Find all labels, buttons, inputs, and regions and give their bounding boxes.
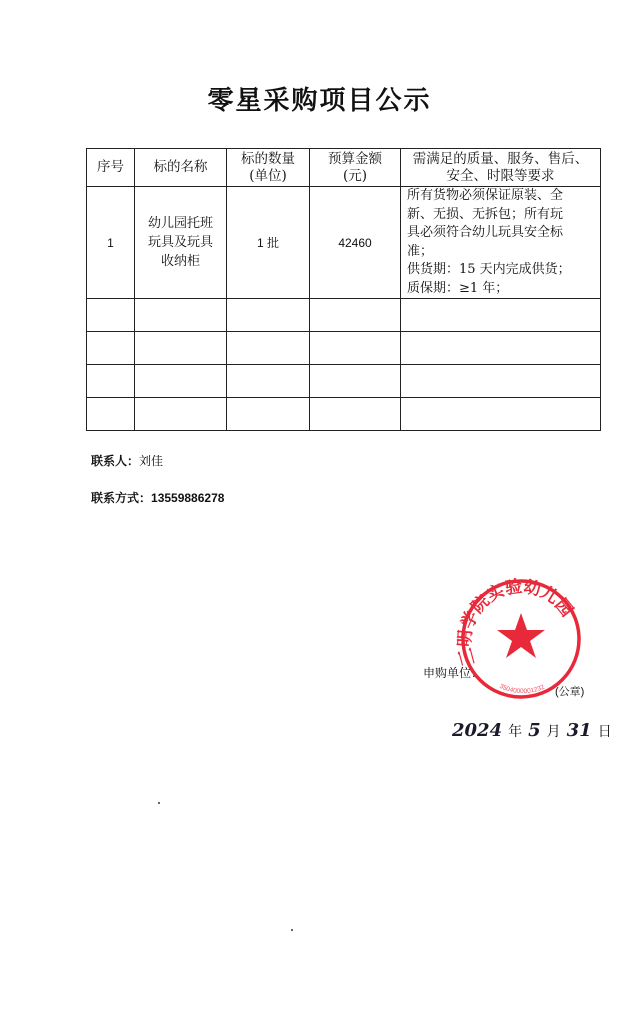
empty-cell <box>87 299 135 332</box>
table-row-empty <box>87 299 601 332</box>
empty-cell <box>310 398 401 431</box>
table-row-empty <box>87 398 601 431</box>
signature-date <box>452 720 612 741</box>
empty-cell <box>227 365 310 398</box>
requirement-line: 所有货物必须保证原装、全 <box>407 188 564 203</box>
empty-cell <box>87 332 135 365</box>
empty-cell <box>135 398 227 431</box>
empty-cell <box>87 365 135 398</box>
empty-cell <box>227 299 310 332</box>
empty-cell <box>401 398 601 431</box>
row-budget: 42460 <box>310 187 401 299</box>
empty-cell <box>310 365 401 398</box>
empty-cell <box>135 299 227 332</box>
requirement-line: 具必须符合幼儿玩具安全标 <box>407 225 564 240</box>
table-row-empty <box>87 332 601 365</box>
empty-cell <box>401 299 601 332</box>
requirement-line: 供货期：15 天内完成供货； <box>407 262 571 277</box>
table-header-row <box>87 149 601 187</box>
contact-person <box>91 452 163 469</box>
header-budget: 预算金额 (元) <box>310 149 401 187</box>
header-requirements: 需满足的质量、服务、售后、 安全、时限等要求 <box>401 149 601 187</box>
empty-cell <box>310 299 401 332</box>
page-title: 零星采购项目公示 <box>207 86 432 116</box>
scan-speck <box>291 929 293 931</box>
table-row-empty <box>87 365 601 398</box>
header-quantity: 标的数量 (单位) <box>227 149 310 187</box>
row-index: 1 <box>87 187 135 299</box>
header-index: 序号 <box>87 149 135 187</box>
contact-phone <box>91 489 224 506</box>
date-month: 5 <box>528 720 541 741</box>
requirement-line: 质保期：≥1 年； <box>407 280 509 296</box>
svg-text:三明学院实验幼儿园: 三明学院实验幼儿园 <box>455 576 577 668</box>
seal-label: (公章) <box>555 686 585 698</box>
header-item-name: 标的名称 <box>135 149 227 187</box>
date-day: 31 <box>566 720 592 741</box>
row-item-name: 幼儿园托班 玩具及玩具 收纳柜 <box>135 187 227 299</box>
contact-person-value: 刘佳 <box>139 454 164 468</box>
svg-text:3504000001232: 3504000001232 <box>498 682 546 696</box>
contact-phone-value: 13559886278 <box>151 491 225 505</box>
date-year-suffix: 年 <box>508 724 523 740</box>
empty-cell <box>227 332 310 365</box>
row-quantity: 1 批 <box>227 187 310 299</box>
empty-cell <box>135 365 227 398</box>
date-year: 2024 <box>452 720 503 741</box>
requirement-line: 准； <box>407 243 434 259</box>
empty-cell <box>401 332 601 365</box>
empty-cell <box>401 365 601 398</box>
empty-cell <box>87 398 135 431</box>
contact-person-label: 联系人： <box>91 454 140 468</box>
contact-phone-label: 联系方式： <box>91 491 152 505</box>
row-requirements <box>401 187 601 299</box>
requirement-line: 新、无损、无拆包；所有玩 <box>407 206 564 222</box>
empty-cell <box>310 332 401 365</box>
date-day-suffix: 日 <box>597 724 612 740</box>
table-row <box>87 187 601 299</box>
date-month-suffix: 月 <box>546 724 561 740</box>
empty-cell <box>135 332 227 365</box>
scan-speck <box>158 802 160 804</box>
procurement-table <box>86 148 601 431</box>
applicant-unit-label: 申购单位： <box>423 666 484 680</box>
empty-cell <box>227 398 310 431</box>
